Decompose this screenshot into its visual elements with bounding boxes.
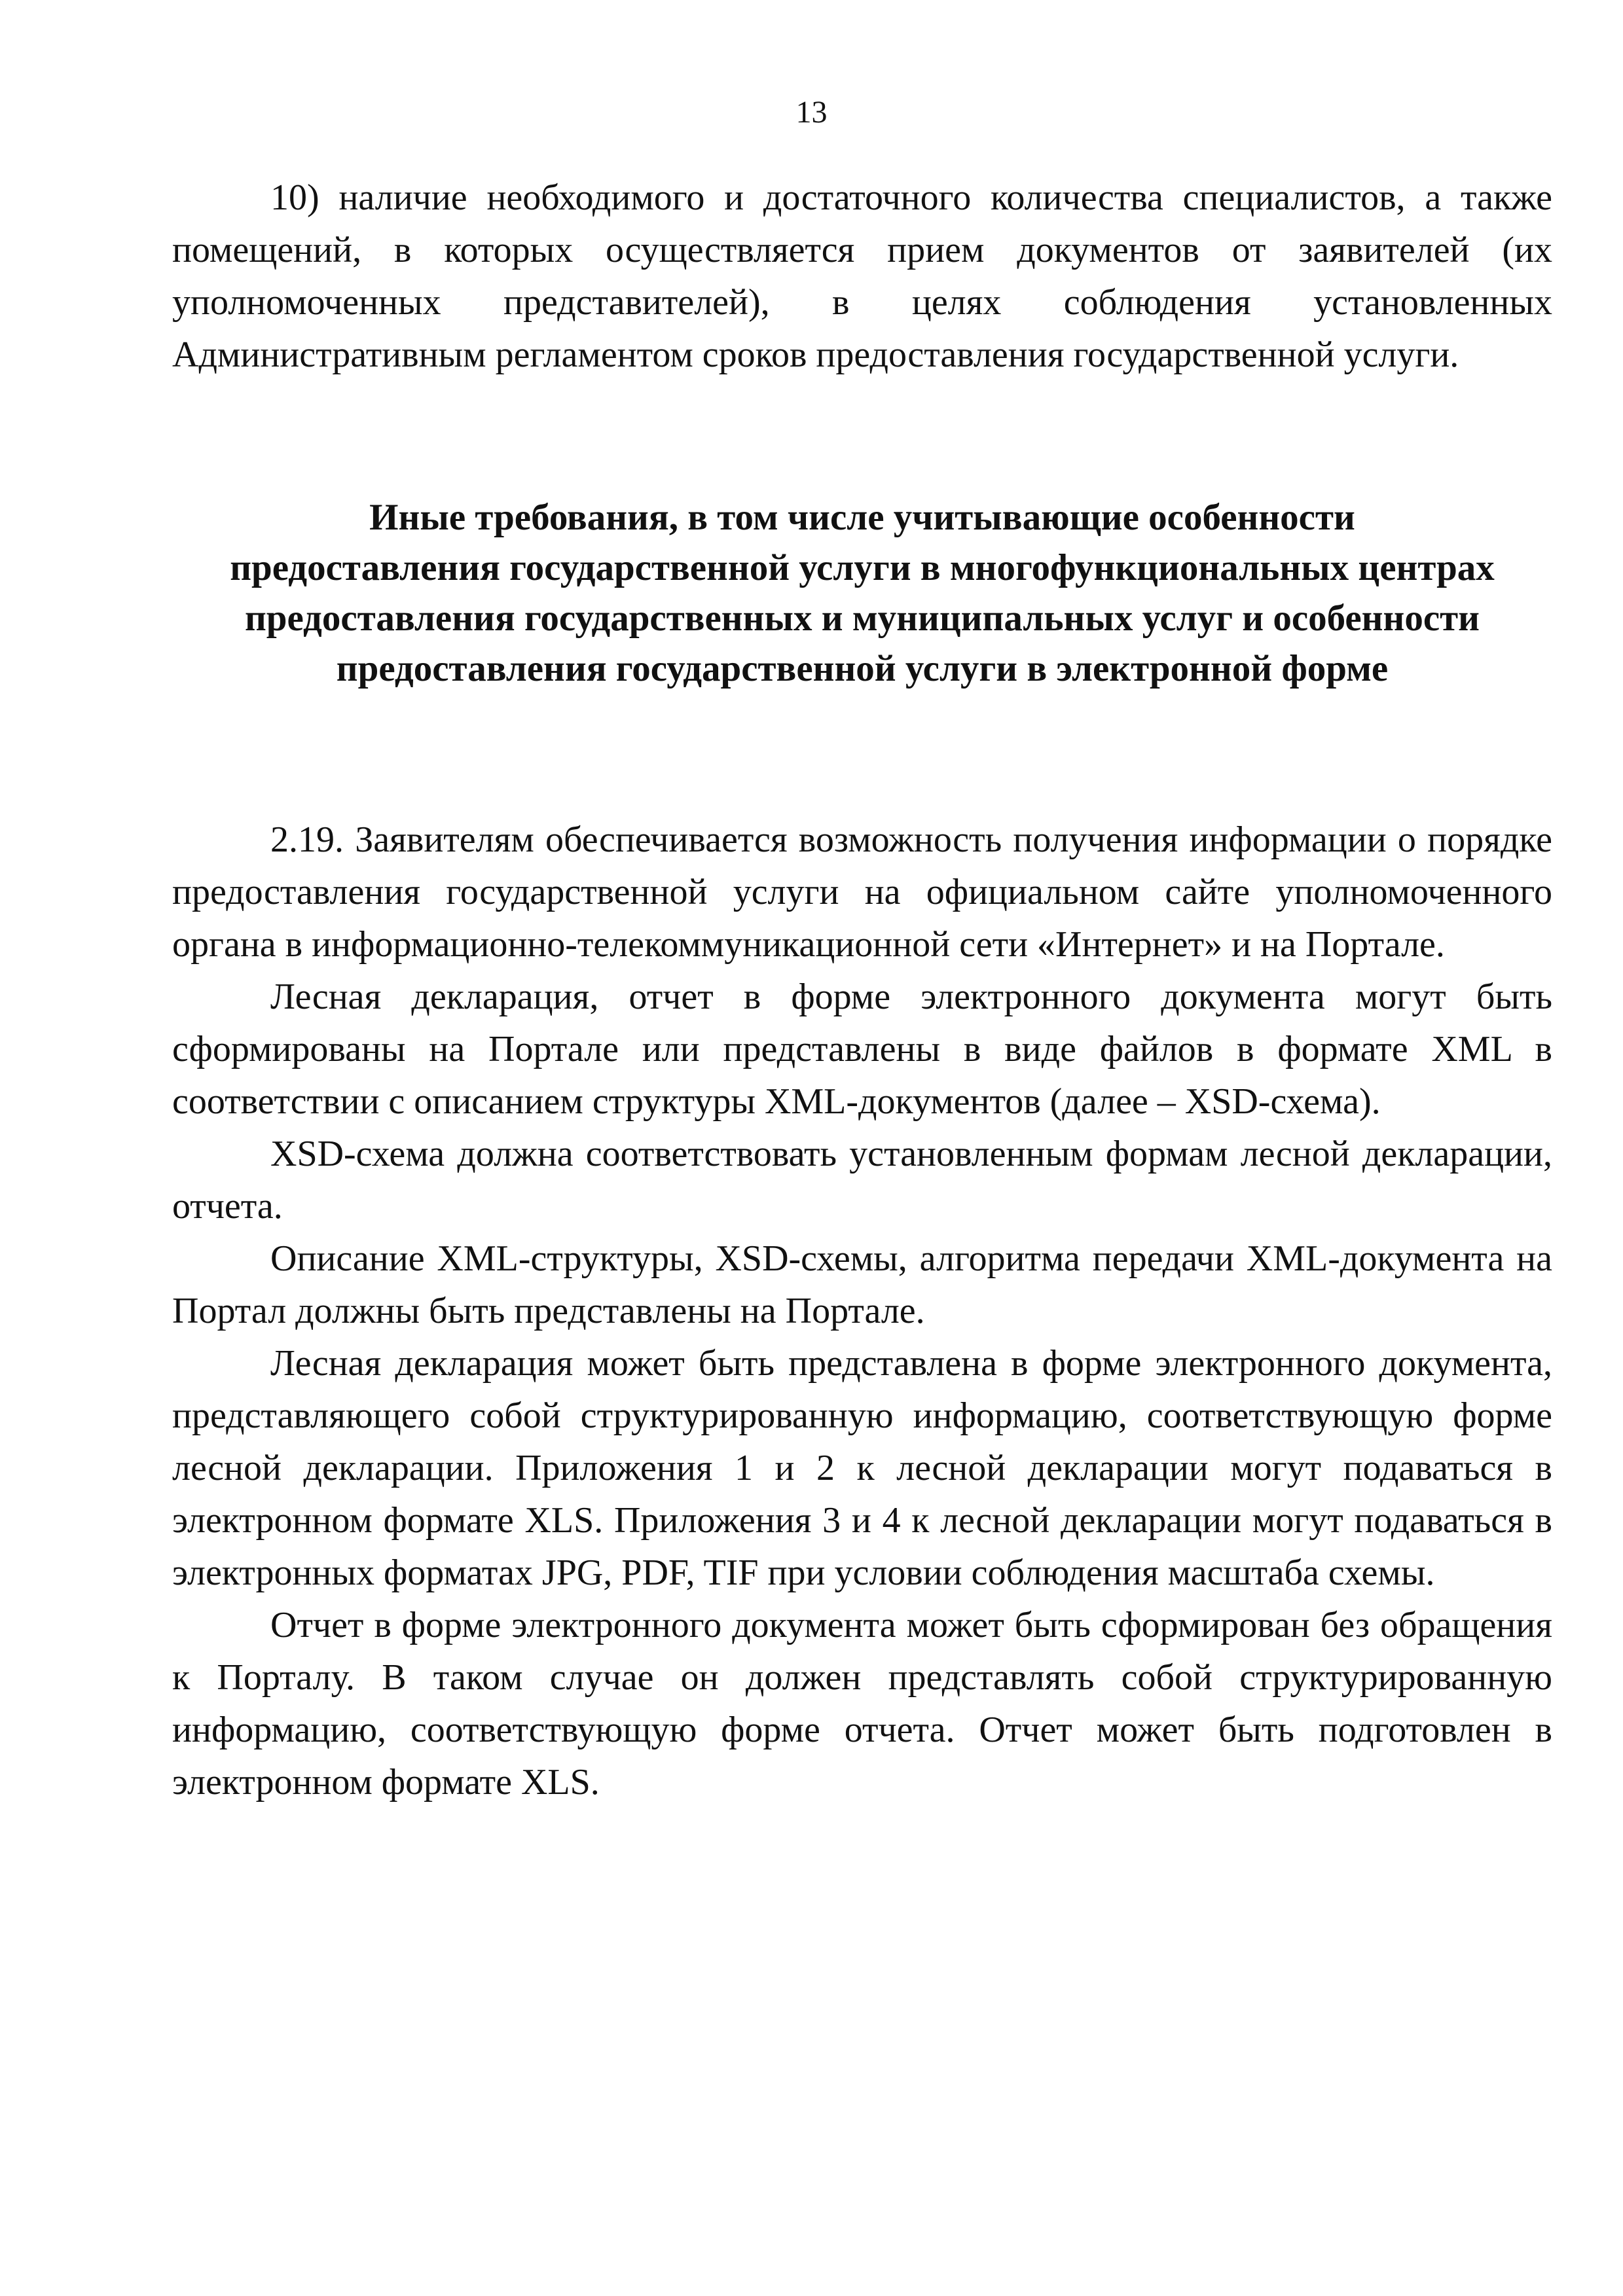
heading-line: предоставления государственных и муниципальных услуг и особенности	[244, 598, 1480, 639]
paragraph-10: 10) наличие необходимого и достаточного количества специалистов, а также помещений, в которых осуществляется прием документов от заявителей (их уполномоченных представителей), в целях соблюдения установленных Административным регламентом сроков предоставления государственной услуги.	[172, 177, 1552, 375]
paragraph-xml-format: Лесная декларация, отчет в форме электронного документа могут быть сформированы на Портале или представлены в виде файлов в формате XML в соответствии с описанием структуры XML-документов (далее – XSD-схема).	[172, 977, 1552, 1122]
heading-line: предоставления государственной услуги в многофункциональных центрах	[230, 547, 1495, 588]
intro-text-block	[172, 171, 1552, 381]
paragraph-report: Отчет в форме электронного документа может быть сформирован без обращения к Порталу. В таком случае он должен представлять собой структурированную информацию, соответствующую форме отчета. Отчет может быть подготовлен в электронном формате XLS.	[172, 1605, 1552, 1803]
paragraph-xml-description: Описание XML-структуры, XSD-схемы, алгоритма передачи XML-документа на Портал должны быть представлены на Портале.	[172, 1238, 1552, 1331]
paragraph-forest-declaration: Лесная декларация может быть представлена в форме электронного документа, представляющего собой структурированную информацию, соответствующую форме лесной декларации. Приложения 1 и 2 к лесной декларации могут подаваться в электронном формате XLS. Приложения 3 и 4 к лесной декларации могут подаваться в электронных форматах JPG, PDF, TIF при условии соблюдения масштаба схемы.	[172, 1343, 1552, 1593]
page-number: 13	[795, 95, 828, 130]
paragraph-2-19: 2.19. Заявителям обеспечивается возможность получения информации о порядке предоставления государственной услуги на официальном сайте уполномоченного органа в информационно-телекоммуникационной сети «Интернет» и на Портале.	[172, 819, 1552, 965]
heading-line: Иные требования, в том числе учитывающие особенности	[369, 497, 1355, 538]
heading-line: предоставления государственной услуги в электронной форме	[336, 648, 1389, 689]
main-text-block	[172, 814, 1552, 1808]
paragraph-xsd-schema: XSD-схема должна соответствовать установленным формам лесной декларации, отчета.	[172, 1134, 1552, 1227]
section-heading	[172, 492, 1552, 694]
